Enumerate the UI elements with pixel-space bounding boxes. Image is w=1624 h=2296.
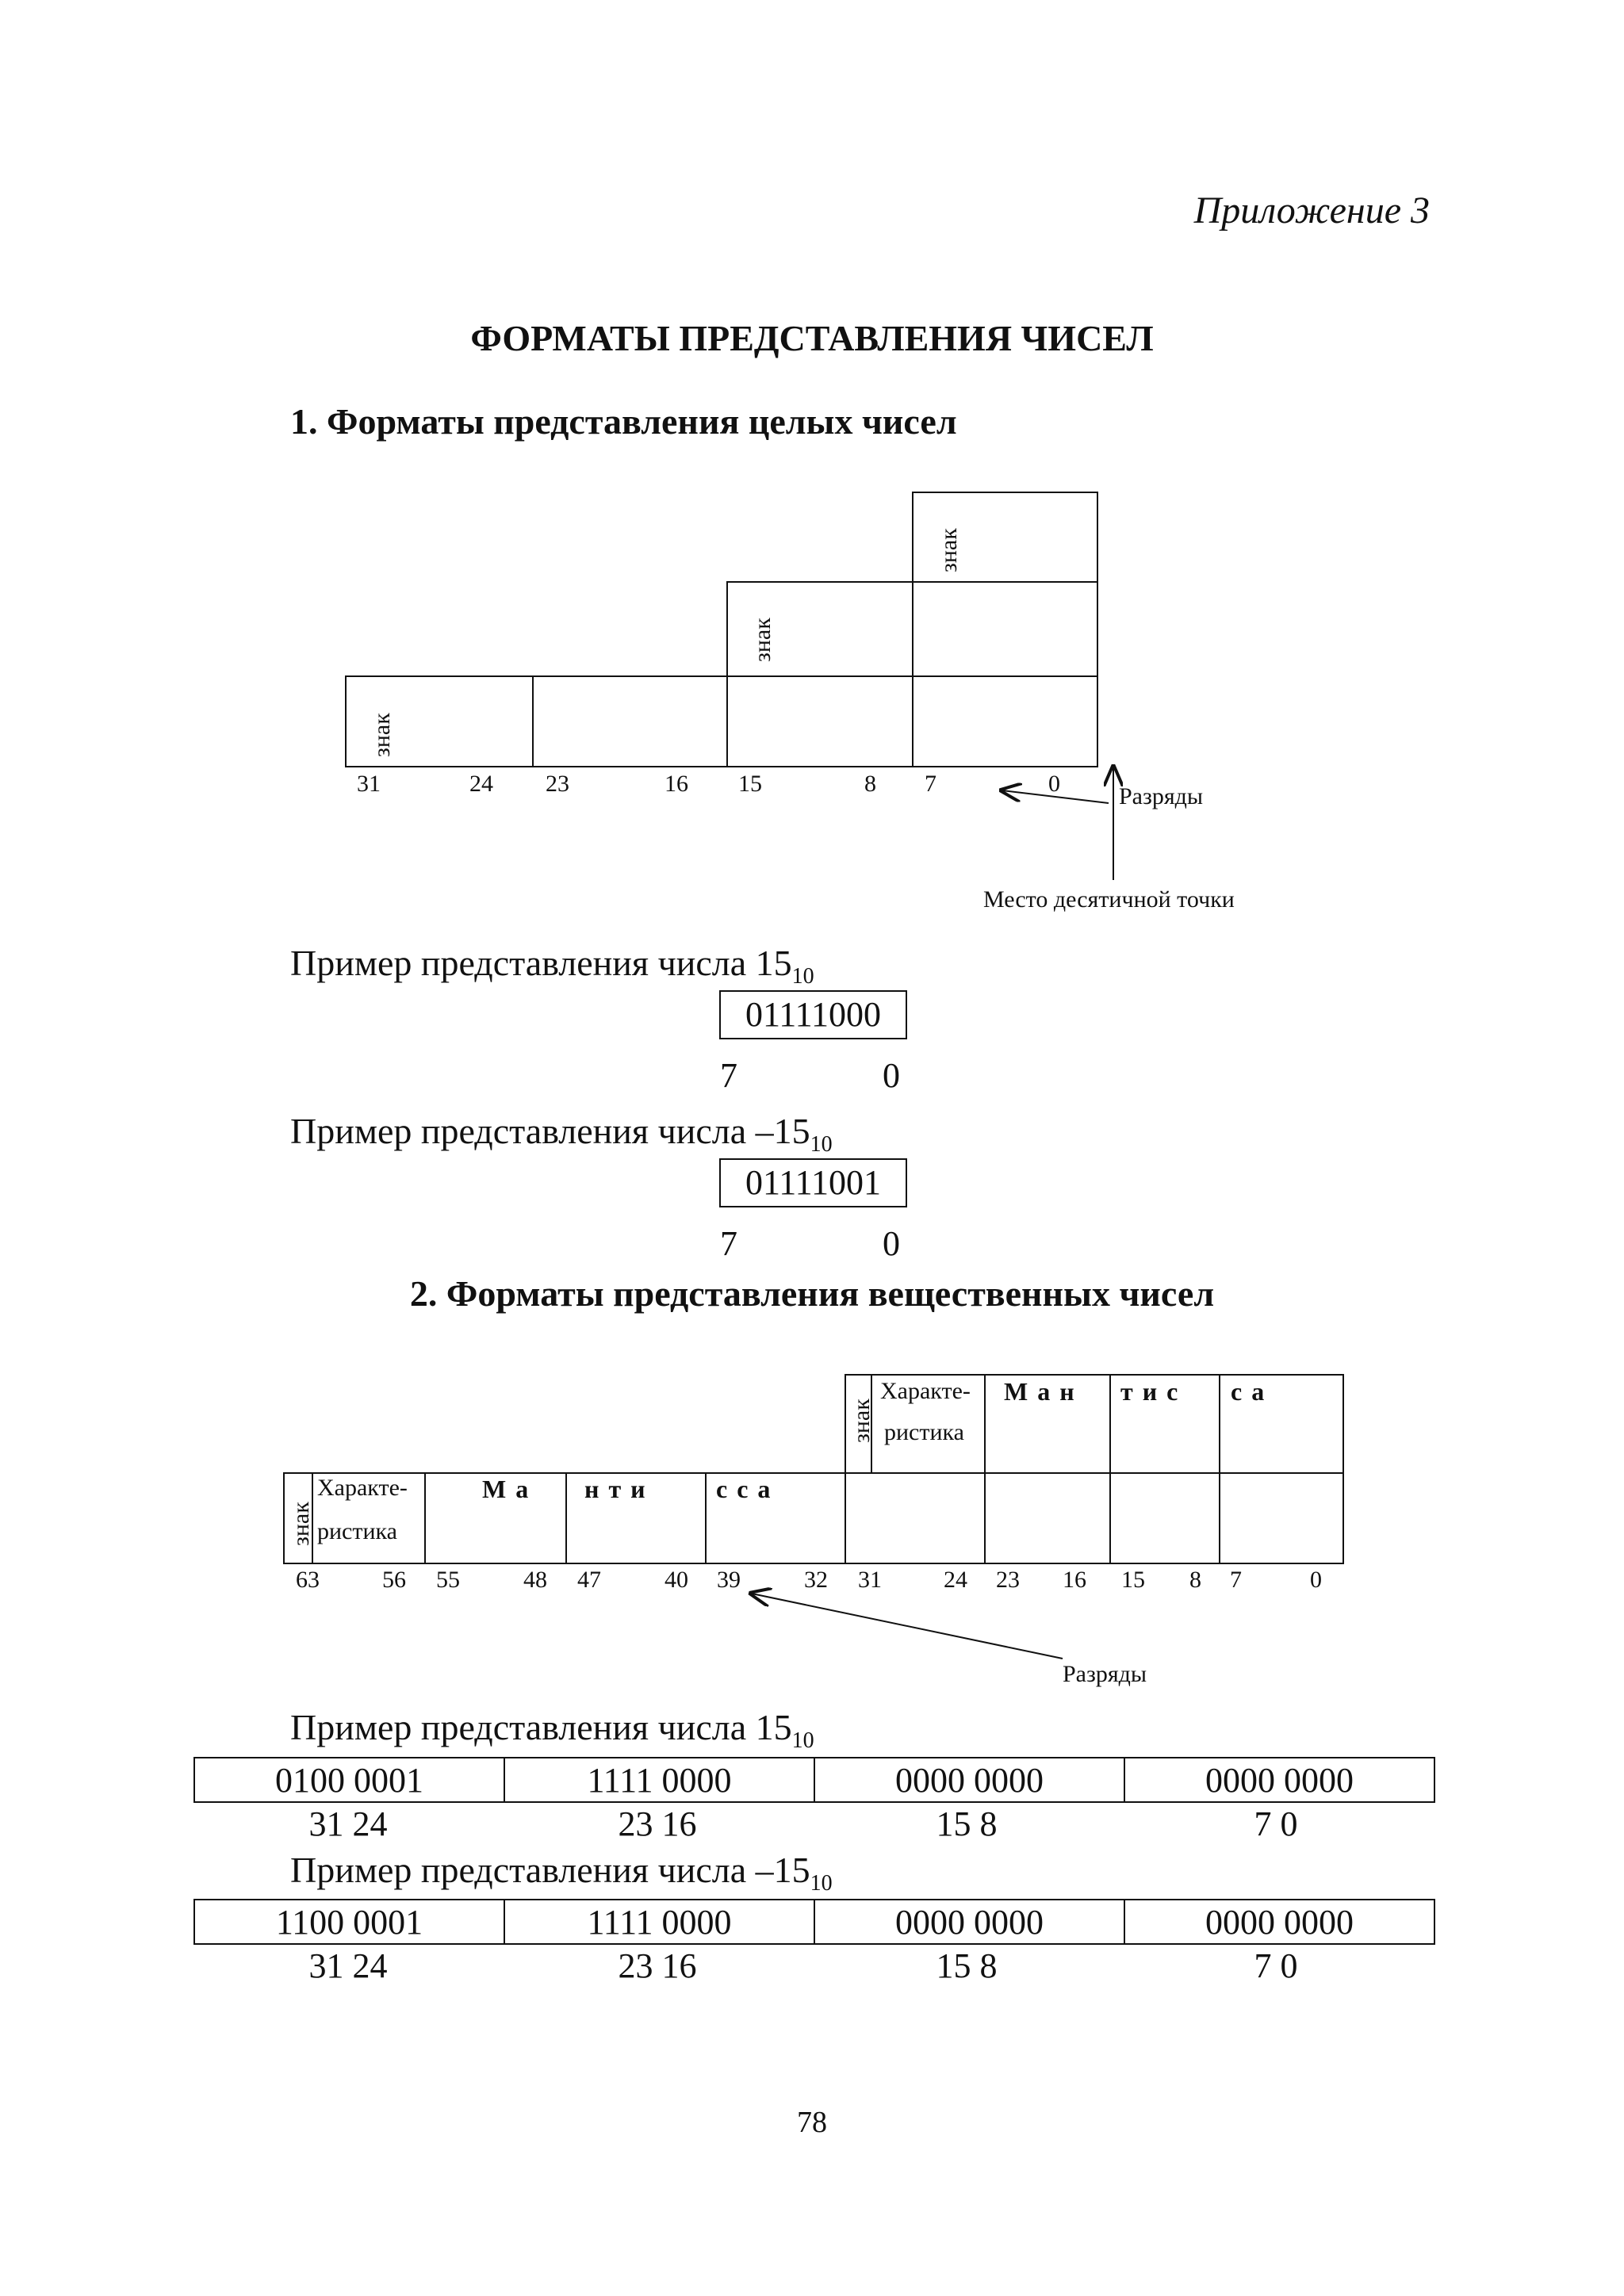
sign-label: знак bbox=[848, 1399, 875, 1443]
characteristic-label: Характе- bbox=[880, 1378, 971, 1404]
characteristic-label: ристика bbox=[884, 1419, 964, 1445]
bit-label: 24 bbox=[944, 1567, 967, 1593]
bit-label: 15 bbox=[1121, 1567, 1145, 1593]
table-cell: 1111 0000 bbox=[504, 1758, 814, 1802]
bit-range: 15 8 bbox=[936, 1804, 998, 1843]
sign-label: знак bbox=[749, 618, 776, 662]
bits-caption: Разряды bbox=[1119, 783, 1204, 809]
table-cell: 0000 0000 bbox=[1124, 1758, 1434, 1802]
bit-range: 7 0 bbox=[1254, 1946, 1298, 1985]
bit-label: 47 bbox=[577, 1567, 601, 1593]
sign-label: знак bbox=[288, 1502, 314, 1546]
bit-label: 55 bbox=[436, 1567, 460, 1593]
bit-label: 56 bbox=[382, 1567, 406, 1593]
mantissa-part: с с а bbox=[716, 1475, 772, 1503]
appendix-label: Приложение 3 bbox=[1193, 189, 1430, 232]
page-number: 78 bbox=[797, 2106, 827, 2139]
bit-label: 0 bbox=[1310, 1567, 1322, 1593]
bit-range: 15 8 bbox=[936, 1946, 998, 1985]
mantissa-part: М а bbox=[482, 1475, 530, 1503]
sign-label: знак bbox=[936, 528, 962, 572]
real-example-pos-table bbox=[193, 1757, 1435, 1803]
sign-label: знак bbox=[369, 713, 395, 757]
bits-arrow bbox=[1002, 790, 1109, 803]
table-cell: 0000 0000 bbox=[814, 1900, 1124, 1944]
section2-heading: 2. Форматы представления вещественных чисел bbox=[409, 1273, 1215, 1314]
bit-label: 0 bbox=[1048, 771, 1060, 797]
table-cell: 0100 0001 bbox=[194, 1758, 504, 1802]
mantissa-part: н т и bbox=[584, 1475, 647, 1503]
bit-label: 7 bbox=[925, 771, 936, 797]
bit-label: 31 bbox=[858, 1567, 882, 1593]
real-example-neg-label: Пример представления числа $-15_{10}$ bbox=[290, 1850, 833, 1896]
bits-caption: Разряды bbox=[1063, 1661, 1147, 1687]
int-example-pos-bits: 01111000 bbox=[719, 990, 907, 1039]
mantissa-part: с а bbox=[1231, 1377, 1266, 1406]
bit-label: 15 bbox=[738, 771, 762, 797]
bit-label: 8 bbox=[1189, 1567, 1201, 1593]
mantissa-part: т и с bbox=[1120, 1377, 1180, 1406]
table-cell: 0000 0000 bbox=[814, 1758, 1124, 1802]
bit-label: 63 bbox=[296, 1567, 320, 1593]
bit-lo: 0 bbox=[883, 1056, 900, 1095]
bit-label: 16 bbox=[1063, 1567, 1086, 1593]
decimal-point-caption: Место десятичной точки bbox=[983, 886, 1235, 913]
real-bits-arrow bbox=[0, 1546, 1624, 1705]
bit-label: 16 bbox=[665, 771, 688, 797]
bit-label: 8 bbox=[864, 771, 876, 797]
diagram-arrows bbox=[0, 0, 1624, 951]
int-example-neg-label: Пример представления числа $-15_{10}$ bbox=[290, 1111, 833, 1158]
bit-range: 31 24 bbox=[308, 1946, 388, 1985]
characteristic-label: ристика bbox=[317, 1518, 397, 1544]
bit-label: 24 bbox=[469, 771, 493, 797]
bit-label: 39 bbox=[717, 1567, 741, 1593]
bit-range: 31 24 bbox=[308, 1804, 388, 1843]
bit-label: 23 bbox=[546, 771, 569, 797]
page-title: ФОРМАТЫ ПРЕДСТАВЛЕНИЯ ЧИСЕЛ bbox=[470, 318, 1154, 358]
bit-label: 23 bbox=[996, 1567, 1020, 1593]
real-example-neg-table bbox=[193, 1899, 1435, 1945]
bit-label: 32 bbox=[804, 1567, 828, 1593]
section1-heading: 1. Форматы представления целых чисел bbox=[290, 401, 957, 442]
bit-hi: 7 bbox=[720, 1056, 737, 1095]
bit-label: 31 bbox=[357, 771, 381, 797]
bit-range: 23 16 bbox=[618, 1946, 697, 1985]
characteristic-label: Характе- bbox=[317, 1475, 408, 1501]
table-cell: 0000 0000 bbox=[1124, 1900, 1434, 1944]
bit-lo: 0 bbox=[883, 1224, 900, 1263]
table-cell: 1111 0000 bbox=[504, 1900, 814, 1944]
bit-range: 7 0 bbox=[1254, 1804, 1298, 1843]
bit-label: 40 bbox=[665, 1567, 688, 1593]
table-cell: 1100 0001 bbox=[194, 1900, 504, 1944]
real-example-pos-label: Пример представления числа $15_{10}$ bbox=[290, 1707, 814, 1754]
int-example-pos-label: Пример представления числа $15_{10}$ bbox=[290, 943, 814, 989]
bit-hi: 7 bbox=[720, 1224, 737, 1263]
int-example-neg-bits: 01111001 bbox=[719, 1158, 907, 1207]
bit-label: 7 bbox=[1230, 1567, 1242, 1593]
bit-label: 48 bbox=[523, 1567, 547, 1593]
mantissa-part: М а н bbox=[1004, 1377, 1076, 1406]
bit-range: 23 16 bbox=[618, 1804, 697, 1843]
